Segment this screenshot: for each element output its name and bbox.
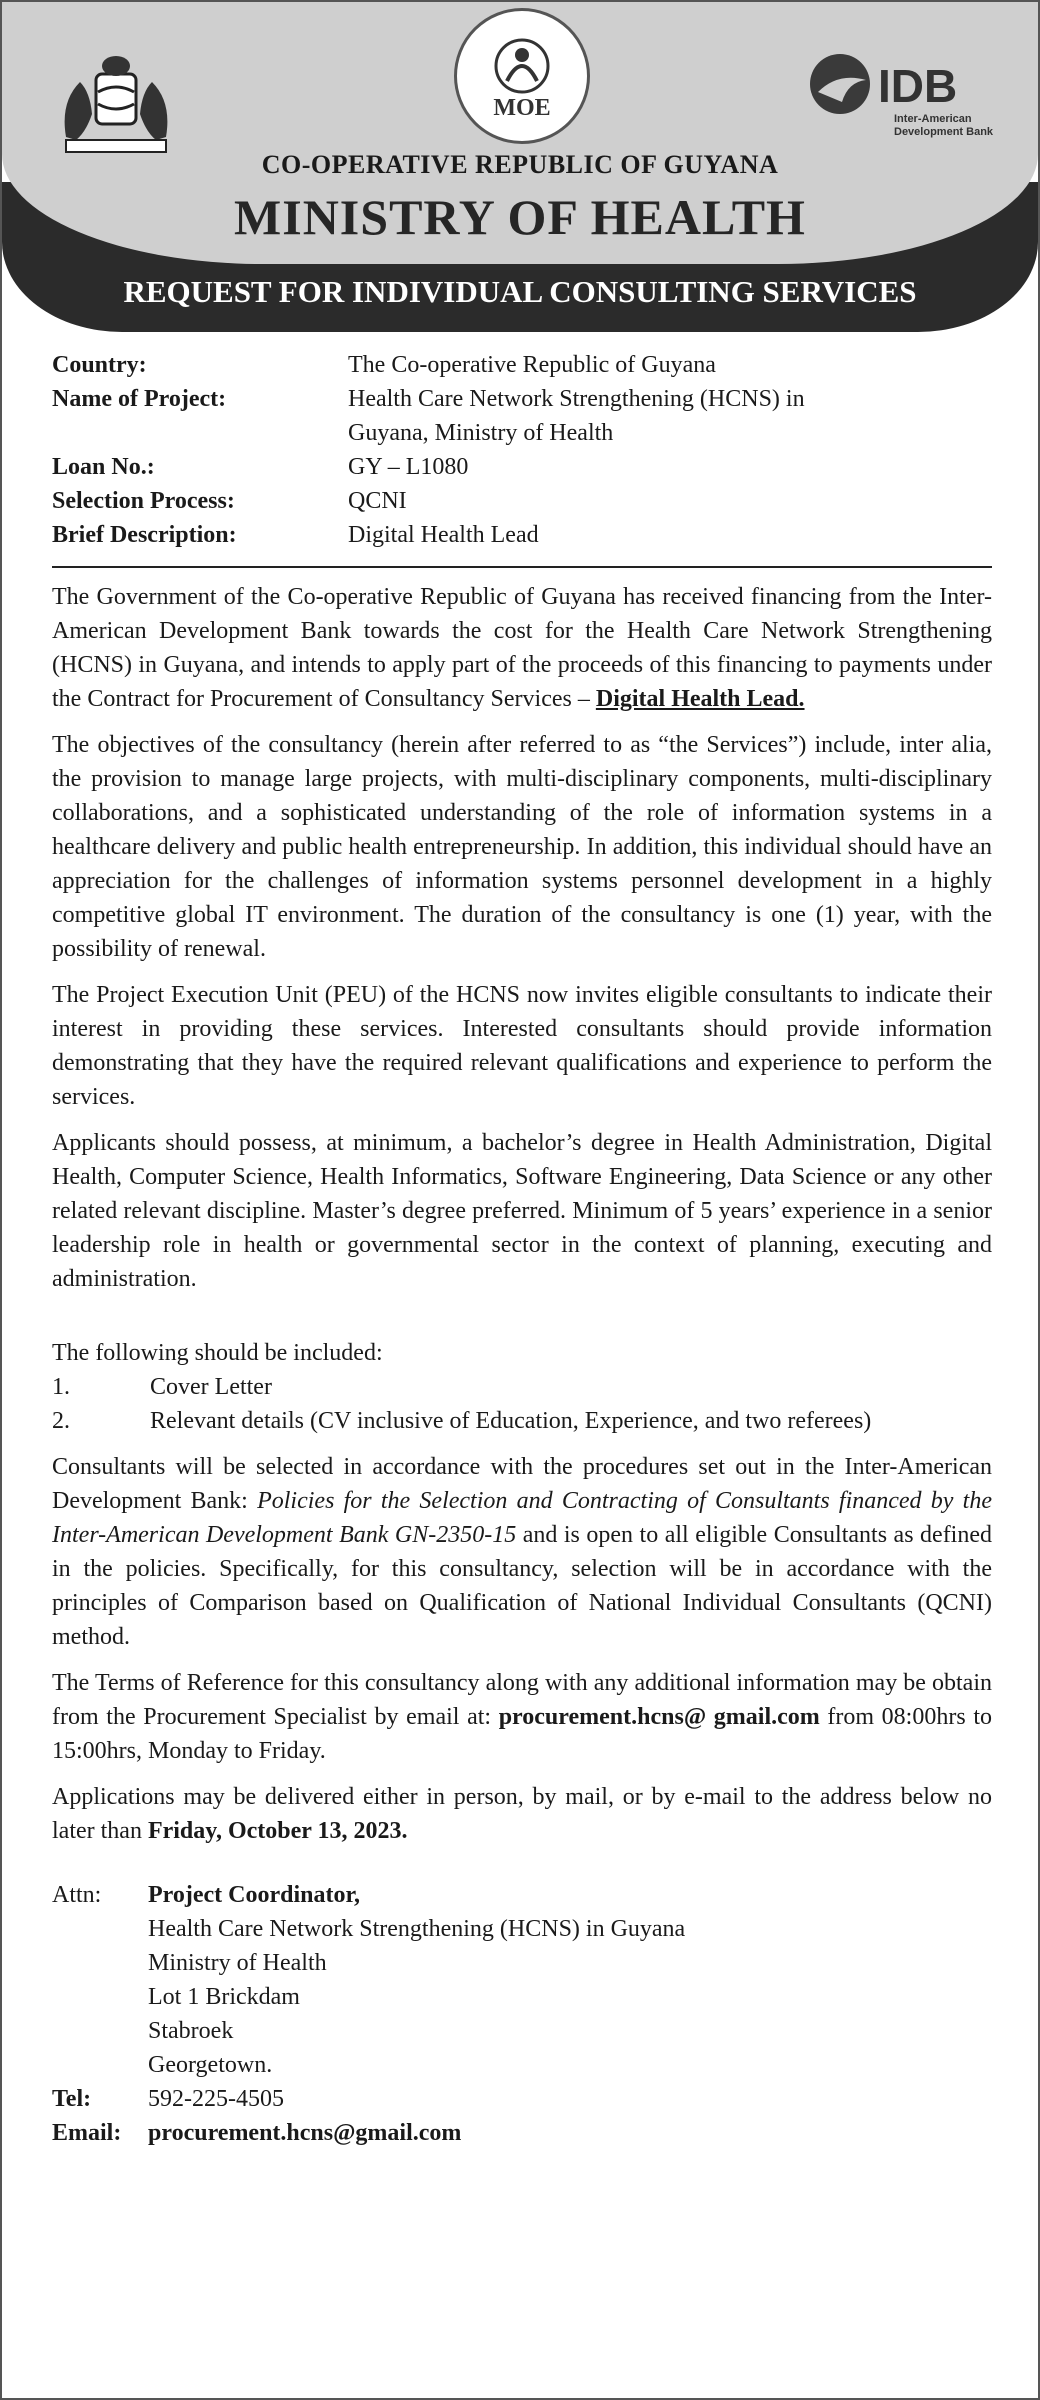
p5-italic: Policies for the Selection and Contracting of Consultants financed by the Inter-American Development Bank GN-2350-15 bbox=[52, 1488, 992, 1548]
email-value[interactable]: procurement.hcns@gmail.com bbox=[148, 2120, 462, 2146]
ministry-title: MINISTRY OF HEALTH bbox=[234, 189, 806, 245]
coordinator: Project Coordinator, bbox=[148, 1882, 360, 1908]
tel-value[interactable]: 592-225-4505 bbox=[148, 2086, 284, 2112]
project-value-line-2: Guyana, Ministry of Health bbox=[348, 420, 614, 446]
list-item bbox=[52, 1370, 992, 1404]
p7-text: Applications may be delivered either in person, by mail, or by e-mail to the address below no later than bbox=[52, 1784, 992, 1844]
paragraph-financing bbox=[52, 580, 992, 716]
address-line-1: Health Care Network Strengthening (HCNS) in Guyana bbox=[148, 1916, 686, 1942]
moe-logo bbox=[454, 8, 590, 144]
p1-bold: Digital Health Lead. bbox=[595, 686, 805, 712]
email-label: Email: bbox=[52, 2120, 122, 2146]
project-info bbox=[52, 348, 992, 552]
paragraph-qualifications: Applicants should possess, at minimum, a bachelor’s degree in Health Administration, Digital Health, Computer Science, Health Informatics, Software Engineering, Data Science or any other related relevant discipline. Master’s degree preferred. Minimum of 5 years’ experience in a senior leadership role in health or governmental sector in the context of planning, executing and administration. bbox=[52, 1130, 992, 1292]
paragraph-selection bbox=[52, 1450, 992, 1654]
notice-body bbox=[52, 348, 992, 2150]
selection-label: Selection Process: bbox=[52, 488, 235, 514]
guyana-coat-of-arms-icon bbox=[46, 52, 186, 162]
list-intro: The following should be included: bbox=[52, 1340, 383, 1366]
idb-sub-1: Inter-American bbox=[894, 113, 972, 125]
tel-label: Tel: bbox=[52, 2086, 92, 2112]
p5-text-a: Consultants will be selected in accordance with the procedures set out in the Inter-American Development Bank: bbox=[52, 1454, 992, 1514]
p6-text-b: from 08:00hrs to 15:00hrs, Monday to Friday. bbox=[52, 1704, 992, 1764]
idb-logo-text: IDB bbox=[878, 60, 958, 112]
address-line-3: Lot 1 Brickdam bbox=[148, 1984, 300, 2010]
p1-text: The Government of the Co-operative Republic of Guyana has received financing from the Inter-American Development Bank towards the cost for the Health Care Network Strengthening (HCNS) in Guyana, and intends to apply part of the proceeds of this financing to payments under the Contract for Procurement of Consultancy Services – bbox=[52, 584, 992, 712]
p6-email[interactable]: procurement.hcns@ gmail.com bbox=[498, 1704, 820, 1730]
list-item-text: Relevant details (CV inclusive of Education, Experience, and two referees) bbox=[150, 1408, 872, 1434]
project-value-line-1: Health Care Network Strengthening (HCNS) in bbox=[348, 386, 805, 412]
country-value: The Co-operative Republic of Guyana bbox=[348, 352, 716, 378]
list-item-text: Cover Letter bbox=[150, 1374, 272, 1400]
paragraph-objectives: The objectives of the consultancy (herein after referred to as “the Services”) include, inter alia, the provision to manage large projects, with multi-disciplinary components, multi-disciplinary collaborations, and a sophisticated understanding of the role of information systems in a healthcare delivery and public health entrepreneurship. In addition, this individual should have an appreciation for the challenges of information systems personnel development in a highly competitive global IT environment. The duration of the consultancy is one (1) year, with the possibility of renewal. bbox=[52, 732, 992, 962]
idb-sub-2: Development Bank bbox=[894, 126, 994, 138]
contact-block bbox=[52, 1878, 992, 2082]
attn-address bbox=[148, 1878, 992, 2082]
paragraph-terms bbox=[52, 1666, 992, 1768]
list-item-number: 1. bbox=[52, 1374, 70, 1400]
list-item bbox=[52, 1404, 992, 1438]
loan-label: Loan No.: bbox=[52, 454, 155, 480]
brief-value: Digital Health Lead bbox=[348, 522, 539, 548]
address-line-2: Ministry of Health bbox=[148, 1950, 327, 1976]
p5-text-b: and is open to all eligible Consultants as defined in the policies. Specifically, for this consultancy, selection will be in accordance with the principles of Comparison based on Qualification of National Individual Consultants (QCNI) method. bbox=[52, 1522, 993, 1650]
address-line-4: Stabroek bbox=[148, 2018, 234, 2044]
divider bbox=[52, 566, 992, 568]
list-item-number: 2. bbox=[52, 1408, 70, 1434]
tel-row bbox=[52, 2082, 992, 2116]
paragraph-deadline bbox=[52, 1780, 992, 1848]
address-line-5: Georgetown. bbox=[148, 2052, 273, 2078]
idb-emblem-icon bbox=[808, 52, 998, 142]
project-value bbox=[348, 382, 992, 450]
country-label: Country: bbox=[52, 352, 147, 378]
email-row bbox=[52, 2116, 992, 2150]
p6-text-a: The Terms of Reference for this consultancy along with any additional information may be obtain from the Procurement Specialist by email at: bbox=[52, 1670, 992, 1730]
idb-logo bbox=[808, 52, 998, 142]
project-label: Name of Project: bbox=[52, 386, 227, 412]
header bbox=[2, 2, 1038, 332]
moe-emblem-icon bbox=[457, 11, 587, 141]
p7-deadline: Friday, October 13, 2023. bbox=[147, 1818, 408, 1844]
brief-label: Brief Description: bbox=[52, 522, 237, 548]
republic-heading: CO-OPERATIVE REPUBLIC OF GUYANA bbox=[261, 150, 779, 179]
attn-label: Attn: bbox=[52, 1882, 102, 1908]
selection-value: QCNI bbox=[348, 488, 407, 514]
loan-value: GY – L1080 bbox=[348, 454, 469, 480]
moe-logo-text: MOE bbox=[493, 95, 551, 121]
paragraph-invitation: The Project Execution Unit (PEU) of the HCNS now invites eligible consultants to indicate their interest in providing these services. Interested consultants should provide information demonstrating that they have the required relevant qualifications and experience to perform the services. bbox=[52, 982, 992, 1110]
request-banner: REQUEST FOR INDIVIDUAL CONSULTING SERVICES bbox=[123, 274, 917, 309]
